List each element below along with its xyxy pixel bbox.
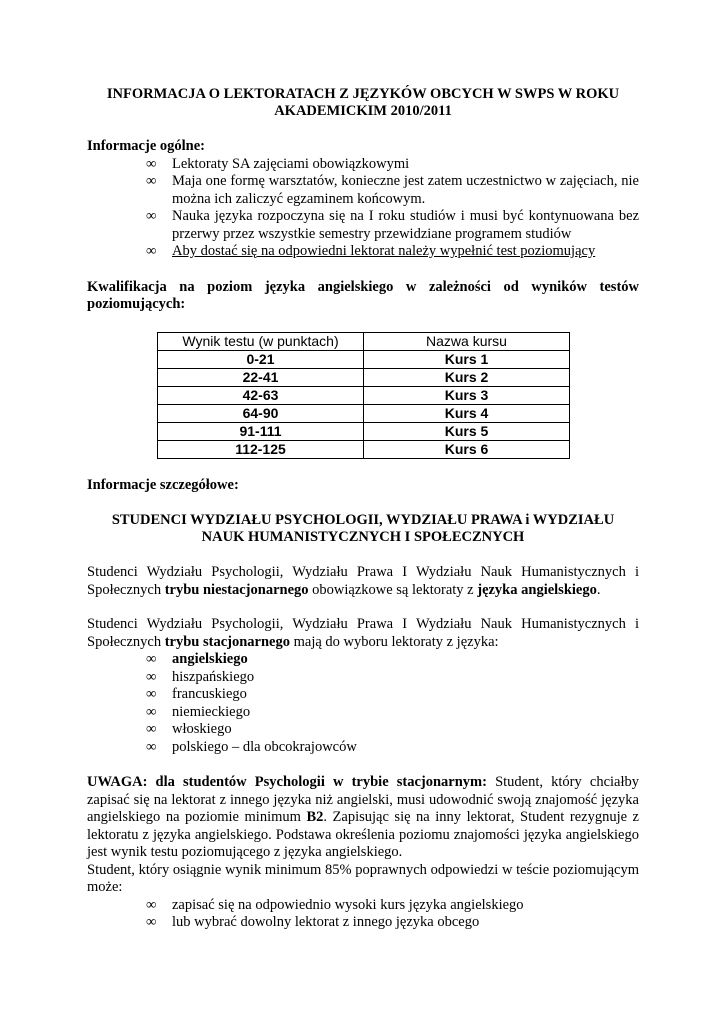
list-item: ∞ Maja one formę warsztatów, konieczne jest zatem uczestnictwo w zajęciach, nie można ich zaliczyć egzaminem końcowym. <box>146 173 639 207</box>
infinity-bullet-icon: ∞ <box>146 703 157 720</box>
title-line-2: AKADEMICKIM 2010/2011 <box>274 103 452 119</box>
document-title <box>87 86 639 120</box>
table-row: 91-111 Kurs 5 <box>158 422 570 440</box>
table-row: 64-90 Kurs 4 <box>158 404 570 422</box>
note-paragraph: UWAGA: dla studentów Psychologii w trybie stacjonarnym: Student, który chciałby zapisać się na lektorat z innego języka niż angielski, musi udowodnić swoją znajomość języka angielskiego na poziomie minimum B2. Zapisując się na inny lektorat, Student rezygnuje z lektoratu z języka angielskiego. Podstawa określenia poziomu znajomości języka angielskiego jest wynik testu poziomującego z języka angielskiego. <box>87 774 639 860</box>
infinity-bullet-icon: ∞ <box>146 243 157 259</box>
table-row: 42-63 Kurs 3 <box>158 386 570 404</box>
infinity-bullet-icon: ∞ <box>146 738 157 755</box>
infinity-bullet-icon: ∞ <box>146 721 157 737</box>
list-item: ∞ francuskiego <box>146 686 247 702</box>
document-page <box>87 86 639 932</box>
high-score-paragraph: Student, który osiągnie wynik minimum 85% poprawnych odpowiedzi w teście poziomującym może: <box>87 861 639 895</box>
column-header-course: Nazwa kursu <box>364 332 570 350</box>
list-item: ∞ angielskiego <box>146 651 248 667</box>
general-info-list <box>87 156 639 261</box>
infinity-bullet-icon: ∞ <box>146 155 157 172</box>
column-header-score: Wynik testu (w punktach) <box>158 332 364 350</box>
infinity-bullet-icon: ∞ <box>146 686 157 702</box>
infinity-bullet-icon: ∞ <box>146 668 157 685</box>
level-table <box>157 332 570 459</box>
infinity-bullet-icon: ∞ <box>146 208 157 224</box>
list-item: ∞ hiszpańskiego <box>146 668 255 685</box>
options-list <box>87 897 639 932</box>
list-item: ∞ Aby dostać się na odpowiedni lektorat należy wypełnić test poziomujący <box>146 243 596 259</box>
infinity-bullet-icon: ∞ <box>146 651 157 667</box>
table-row: 0-21 Kurs 1 <box>158 350 570 368</box>
full-time-paragraph: Studenci Wydziału Psychologii, Wydziału Prawa I Wydziału Nauk Humanistycznych i Społecznych trybu stacjonarnego mają do wyboru lektoraty z języka: <box>87 616 639 650</box>
part-time-paragraph: Studenci Wydziału Psychologii, Wydziału Prawa I Wydziału Nauk Humanistycznych i Społecznych trybu niestacjonarnego obowiązkowe są lektoraty z języka angielskiego. <box>87 564 639 598</box>
note-label: UWAGA: dla studentów Psychologii w trybie stacjonarnym: <box>87 774 487 790</box>
details-heading: Informacje szczegółowe: <box>87 476 239 493</box>
list-item: ∞ lub wybrać dowolny lektorat z innego języka obcego <box>146 914 480 930</box>
list-item: ∞ polskiego – dla obcokrajowców <box>146 738 357 755</box>
qualification-heading: Kwalifikacja na poziom języka angielskiego w zależności od wyników testów poziomujących: <box>87 278 639 312</box>
list-item: ∞ niemieckiego <box>146 703 251 720</box>
infinity-bullet-icon: ∞ <box>146 173 157 189</box>
general-info-heading: Informacje ogólne: <box>87 138 205 154</box>
table-row: 112-125 Kurs 6 <box>158 440 570 458</box>
table-header-row <box>158 332 570 350</box>
infinity-bullet-icon: ∞ <box>146 914 157 930</box>
list-item: ∞ włoskiego <box>146 721 232 737</box>
title-line-1: INFORMACJA O LEKTORATACH Z JĘZYKÓW OBCYCH W SWPS W ROKU <box>106 86 620 102</box>
infinity-bullet-icon: ∞ <box>146 896 157 913</box>
faculties-subtitle: STUDENCI WYDZIAŁU PSYCHOLOGII, WYDZIAŁU PRAWA i WYDZIAŁU NAUK HUMANISTYCZNYCH I SPOŁECZNYCH <box>111 512 615 545</box>
languages-list <box>87 651 639 756</box>
table-row: 22-41 Kurs 2 <box>158 368 570 386</box>
list-item: ∞ Nauka języka rozpoczyna się na I roku studiów i musi być kontynuowana bez przerwy przez wszystkie semestry przewidziane programem studiów <box>146 208 639 242</box>
list-item: ∞ Lektoraty SA zajęciami obowiązkowymi <box>146 155 410 172</box>
list-item: ∞ zapisać się na odpowiednio wysoki kurs języka angielskiego <box>146 896 524 913</box>
